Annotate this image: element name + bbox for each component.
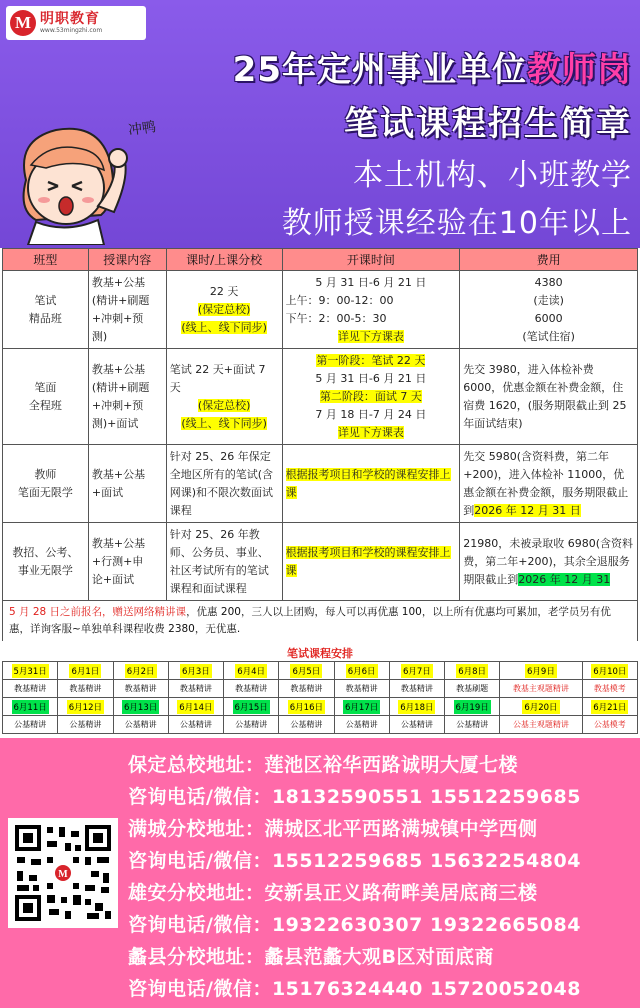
schedule-subject: 公基精讲 — [279, 716, 334, 734]
schedule-date-row — [3, 662, 638, 680]
logo[interactable] — [6, 6, 146, 40]
class-hours: 22 天 (保定总校) (线上、线下同步) — [166, 271, 282, 349]
table-row — [3, 523, 638, 601]
class-content: 教基+公基 +面试 — [88, 445, 166, 523]
schedule-date-label: 6月3日 — [180, 664, 212, 678]
schedule-date-label: 6月5日 — [290, 664, 322, 678]
schedule-date-label: 6月1日 — [69, 664, 101, 678]
contact-footer — [0, 738, 640, 1008]
schedule-date — [389, 698, 444, 716]
schedule-date — [279, 698, 334, 716]
subline-1: 本土机构、小班教学 — [353, 158, 632, 193]
schedule-date — [500, 662, 582, 680]
contact-line[interactable]: 咨询电话/微信：15176324440 15720052048 — [128, 978, 581, 1000]
schedule-subject: 公基精讲 — [3, 716, 58, 734]
qr-code-icon[interactable] — [8, 818, 118, 928]
course-content — [0, 248, 640, 738]
schedule-date-label: 6月13日 — [122, 700, 159, 714]
schedule-subject: 公基精讲 — [389, 716, 444, 734]
schedule-date — [582, 662, 637, 680]
schedule-date-label: 6月11日 — [12, 700, 49, 714]
schedule-subject: 公基主观题精讲 — [500, 716, 582, 734]
schedule-subject-row — [3, 716, 638, 734]
schedule-date — [3, 698, 58, 716]
class-time: 第一阶段：笔试 22 天 5 月 31 日-6 月 21 日 第二阶段：面试 7 天 7 月 18 日-7 月 24 日 详见下方课表 — [282, 349, 460, 445]
schedule-subject: 教基模考 — [582, 680, 637, 698]
schedule-date-label: 6月12日 — [67, 700, 104, 714]
schedule-date-label: 6月21日 — [591, 700, 628, 714]
schedule-date-label: 6月20日 — [522, 700, 559, 714]
schedule-subject: 教基精讲 — [334, 680, 389, 698]
class-fee: 21980，未被录取收 6980(含资料费，第二年+200)，其余全退服务期限截止到2026 年 12 月 31 — [460, 523, 638, 601]
schedule-date — [334, 662, 389, 680]
class-fee: 先交 5980(含资料费，第二年+200)，进入体检补 11000，优惠金额在补费金额，服务期限截止到2026 年 12 月 31 日 — [460, 445, 638, 523]
schedule-date-label: 6月14日 — [177, 700, 214, 714]
schedule-date-label: 6月10日 — [591, 664, 628, 678]
schedule-date-label: 6月19日 — [454, 700, 491, 714]
schedule-subject: 教基精讲 — [168, 680, 223, 698]
col-header: 课时/上课分校 — [166, 249, 282, 271]
svg-text:M: M — [58, 869, 68, 880]
schedule-date-label: 6月9日 — [525, 664, 557, 678]
table-row — [3, 349, 638, 445]
class-content: 教基+公基 (精讲+刷题 +冲刺+预 测) — [88, 271, 166, 349]
fee-deadline: 2026 年 12 月 31 日 — [474, 503, 581, 517]
schedule-subject: 教基刷题 — [445, 680, 500, 698]
schedule-subject: 公基精讲 — [113, 716, 168, 734]
schedule-date — [445, 698, 500, 716]
contact-line: 保定总校地址：莲池区裕华西路诚明大厦七楼 — [128, 754, 519, 776]
headline-line2: 笔试课程招生简章 — [344, 104, 632, 144]
schedule-date-row — [3, 698, 638, 716]
header-banner — [0, 0, 640, 248]
schedule-subject: 教基精讲 — [58, 680, 113, 698]
class-hours: 针对 25、26 年保定全地区所有的笔试(含网课)和不限次数面试课程 — [166, 445, 282, 523]
class-content: 教基+公基 +行测+申 论+面试 — [88, 523, 166, 601]
contact-line[interactable]: 咨询电话/微信：15512259685 15632254804 — [128, 850, 581, 872]
schedule-subject: 公基精讲 — [224, 716, 279, 734]
schedule-subject: 教基精讲 — [224, 680, 279, 698]
schedule-date-label: 6月8日 — [456, 664, 488, 678]
col-header: 班型 — [3, 249, 89, 271]
class-hours: 笔试 22 天+面试 7 天 (保定总校) (线上、线下同步) — [166, 349, 282, 445]
course-table — [2, 248, 638, 601]
table-row — [3, 271, 638, 349]
schedule-subject: 公基精讲 — [168, 716, 223, 734]
contact-line: 雄安分校地址：安新县正义路荷畔美居底商三楼 — [128, 882, 538, 904]
col-header: 授课内容 — [88, 249, 166, 271]
schedule-date — [58, 698, 113, 716]
schedule-date — [168, 662, 223, 680]
logo-url: www.53mingzhi.com — [40, 27, 103, 34]
contact-line: 满城分校地址：满城区北平西路满城镇中学西侧 — [128, 818, 538, 840]
schedule-date — [113, 698, 168, 716]
logo-name: 明职教育 — [40, 11, 100, 27]
schedule-title: 笔试课程安排 — [287, 647, 353, 660]
schedule-subject: 教基主观题精讲 — [500, 680, 582, 698]
col-header: 开课时间 — [282, 249, 460, 271]
discount-note: 5 月 28 日之前报名，赠送网络精讲课，优惠 200，三人以上团购，每人可以再优惠 100，以上所有优惠均可累加，老学员另有优惠，详询客服~单独单科课程收费 2380，无优惠. — [2, 601, 638, 641]
schedule-subject: 教基精讲 — [389, 680, 444, 698]
schedule-date-label: 6月7日 — [401, 664, 433, 678]
schedule-subject: 教基精讲 — [279, 680, 334, 698]
schedule-date — [168, 698, 223, 716]
class-type: 教招、公考、 事业无限学 — [3, 523, 89, 601]
schedule-subject: 教基精讲 — [113, 680, 168, 698]
headline-line1: 25年定州事业单位教师岗 — [232, 50, 632, 90]
schedule-date — [113, 662, 168, 680]
fee-deadline: 2026 年 12 月 31 — [518, 572, 611, 586]
schedule-subject: 教基精讲 — [3, 680, 58, 698]
schedule-date-label: 6月17日 — [343, 700, 380, 714]
schedule-date-label: 5月31日 — [12, 664, 49, 678]
class-hours: 针对 25、26 年教师、公务员、事业、社区考试所有的笔试课程和面试课程 — [166, 523, 282, 601]
schedule-date — [500, 698, 582, 716]
schedule-subject: 公基精讲 — [445, 716, 500, 734]
class-time: 根据报考项目和学校的课程安排上课 — [282, 445, 460, 523]
contact-line[interactable]: 咨询电话/微信：18132590551 15512259685 — [128, 786, 581, 808]
schedule-date — [279, 662, 334, 680]
schedule-date-label: 6月15日 — [233, 700, 270, 714]
schedule-date — [224, 698, 279, 716]
class-time: 5 月 31 日-6 月 21 日 上午：9：00-12：00 下午：2：00-5：30 详见下方课表 — [282, 271, 460, 349]
schedule-subject-row — [3, 680, 638, 698]
class-type: 教师 笔面无限学 — [3, 445, 89, 523]
schedule-date-label: 6月2日 — [125, 664, 157, 678]
schedule-date — [58, 662, 113, 680]
schedule-date — [334, 698, 389, 716]
schedule-date — [582, 698, 637, 716]
schedule-date — [389, 662, 444, 680]
headline-highlight: 教师岗 — [527, 50, 632, 90]
class-type: 笔面 全程班 — [3, 349, 89, 445]
schedule-subject: 公基模考 — [582, 716, 637, 734]
schedule-date-label: 6月16日 — [288, 700, 325, 714]
speech-bubble: 冲鸭 — [127, 119, 158, 139]
class-type: 笔试 精品班 — [3, 271, 89, 349]
logo-mark: M — [10, 10, 36, 36]
schedule-date — [224, 662, 279, 680]
schedule-date-label: 6月6日 — [346, 664, 378, 678]
schedule-table — [2, 661, 638, 734]
subline-2: 教师授课经验在10年以上 — [281, 206, 632, 241]
schedule-subject: 公基精讲 — [334, 716, 389, 734]
contact-line: 蠡县分校地址：蠡县范蠡大观B区对面底商 — [128, 946, 494, 968]
contact-line[interactable]: 咨询电话/微信：19322630307 19322665084 — [128, 914, 581, 936]
class-time: 根据报考项目和学校的课程安排上课 — [282, 523, 460, 601]
table-row — [3, 445, 638, 523]
table-header-row — [3, 249, 638, 271]
col-header: 费用 — [460, 249, 638, 271]
cartoon-girl-icon — [6, 110, 131, 245]
schedule-date — [445, 662, 500, 680]
class-fee: 4380 (走读) 6000 (笔试住宿) — [460, 271, 638, 349]
schedule-date-label: 6月18日 — [398, 700, 435, 714]
schedule-date-label: 6月4日 — [235, 664, 267, 678]
schedule-date — [3, 662, 58, 680]
schedule-subject: 公基精讲 — [58, 716, 113, 734]
class-fee: 先交 3980，进入体检补费 6000，优惠金额在补费金额，住宿费 1620，(服务期限截止到 25 年面试结束) — [460, 349, 638, 445]
class-content: 教基+公基 (精讲+刷题 +冲刺+预 测)+面试 — [88, 349, 166, 445]
